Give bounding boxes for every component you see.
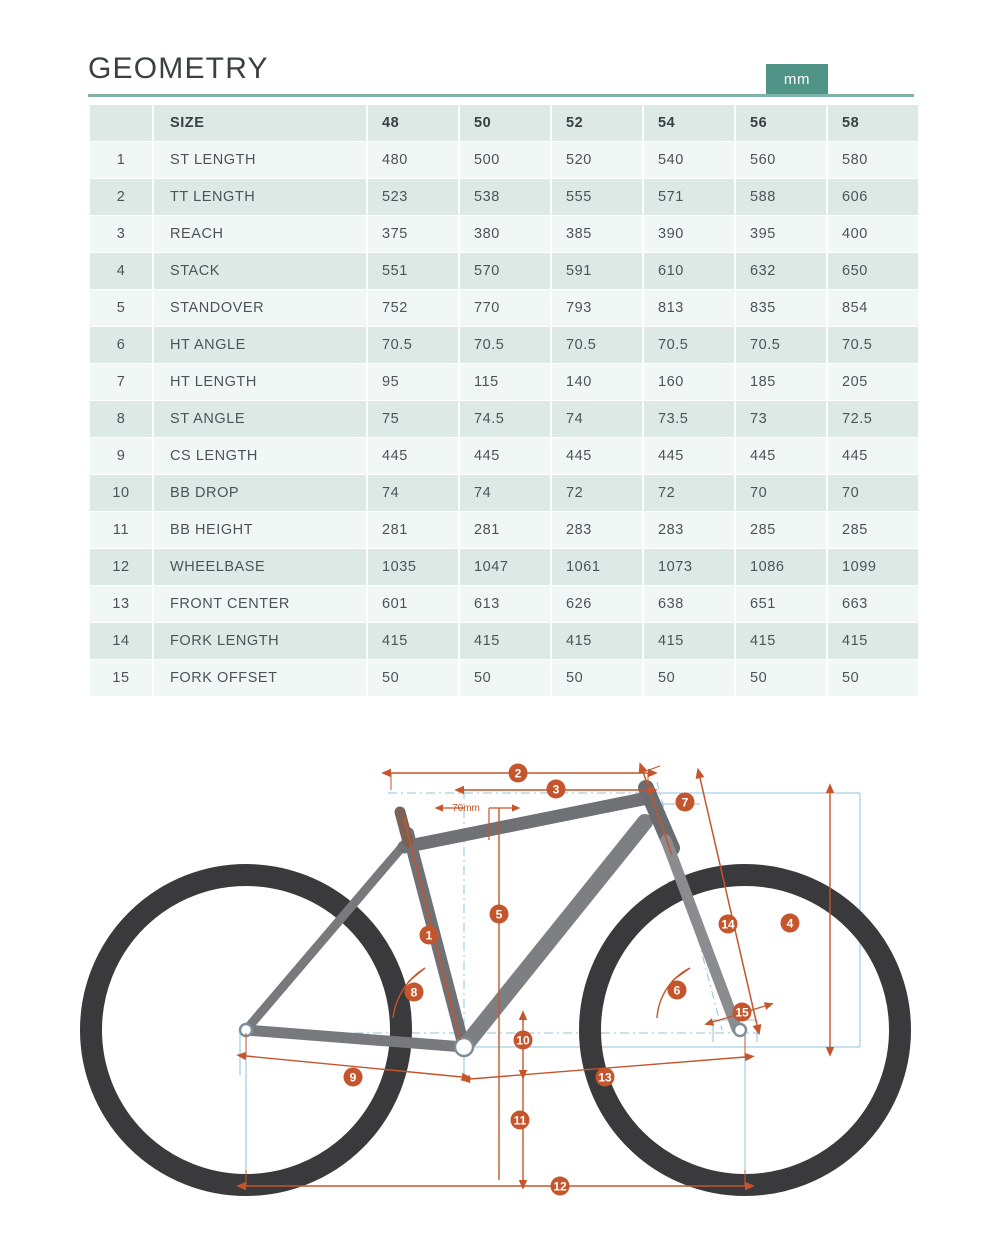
table-row — [90, 179, 918, 215]
row-value: 560 — [736, 142, 826, 178]
row-index: 8 — [90, 401, 152, 437]
page-title: GEOMETRY — [88, 52, 269, 85]
row-index: 11 — [90, 512, 152, 548]
callout-label: 9 — [349, 1070, 357, 1085]
callout-label: 15 — [735, 1005, 749, 1020]
row-value: 160 — [644, 364, 734, 400]
row-value: 73 — [736, 401, 826, 437]
row-value: 551 — [368, 253, 458, 289]
callout-badge-2 — [509, 764, 528, 783]
row-value: 445 — [828, 438, 918, 474]
callout-badge-7 — [676, 793, 695, 812]
row-value: 520 — [552, 142, 642, 178]
row-value: 571 — [644, 179, 734, 215]
callout-label: 10 — [516, 1033, 530, 1048]
callout-label: 14 — [721, 917, 735, 932]
row-index: 7 — [90, 364, 152, 400]
row-value: 610 — [644, 253, 734, 289]
row-value: 1073 — [644, 549, 734, 585]
row-value: 380 — [460, 216, 550, 252]
row-value: 72 — [552, 475, 642, 511]
row-value: 415 — [552, 623, 642, 659]
row-label: BB DROP — [154, 475, 366, 511]
row-value: 70.5 — [460, 327, 550, 363]
row-value: 538 — [460, 179, 550, 215]
row-value: 570 — [460, 253, 550, 289]
title-divider — [88, 94, 914, 97]
row-value: 613 — [460, 586, 550, 622]
row-label: BB HEIGHT — [154, 512, 366, 548]
row-value: 281 — [368, 512, 458, 548]
row-value: 185 — [736, 364, 826, 400]
callout-badge-4 — [781, 914, 800, 933]
table-row — [90, 401, 918, 437]
row-value: 70.5 — [736, 327, 826, 363]
row-value: 1086 — [736, 549, 826, 585]
callout-label: 5 — [495, 907, 503, 922]
row-value: 523 — [368, 179, 458, 215]
table-row — [90, 549, 918, 585]
row-value: 285 — [828, 512, 918, 548]
row-value: 606 — [828, 179, 918, 215]
row-value: 638 — [644, 586, 734, 622]
row-value: 813 — [644, 290, 734, 326]
row-value: 95 — [368, 364, 458, 400]
bike-geometry-diagram — [0, 730, 1000, 1250]
page-header — [0, 0, 1000, 100]
table-header-row — [90, 105, 918, 141]
row-value: 390 — [644, 216, 734, 252]
row-value: 500 — [460, 142, 550, 178]
row-value: 651 — [736, 586, 826, 622]
row-value: 1099 — [828, 549, 918, 585]
callout-badge-11 — [511, 1111, 530, 1130]
row-value: 72 — [644, 475, 734, 511]
table-row — [90, 660, 918, 696]
row-index: 3 — [90, 216, 152, 252]
row-value: 415 — [828, 623, 918, 659]
row-index: 14 — [90, 623, 152, 659]
row-value: 632 — [736, 253, 826, 289]
row-value: 70 — [736, 475, 826, 511]
row-label: WHEELBASE — [154, 549, 366, 585]
callout-badge-13 — [596, 1068, 615, 1087]
table-row — [90, 475, 918, 511]
row-value: 385 — [552, 216, 642, 252]
row-value: 752 — [368, 290, 458, 326]
table-row — [90, 512, 918, 548]
row-label: HT LENGTH — [154, 364, 366, 400]
row-value: 75 — [368, 401, 458, 437]
row-value: 1061 — [552, 549, 642, 585]
row-value: 770 — [460, 290, 550, 326]
row-value: 580 — [828, 142, 918, 178]
unit-badge: mm — [766, 64, 828, 94]
row-value: 74 — [552, 401, 642, 437]
row-value: 74.5 — [460, 401, 550, 437]
row-label: ST LENGTH — [154, 142, 366, 178]
row-value: 835 — [736, 290, 826, 326]
callout-label: 4 — [786, 916, 794, 931]
callout-label: 6 — [673, 983, 681, 998]
row-value: 445 — [368, 438, 458, 474]
row-index: 2 — [90, 179, 152, 215]
row-value: 72.5 — [828, 401, 918, 437]
row-value: 1035 — [368, 549, 458, 585]
row-value: 281 — [460, 512, 550, 548]
table-row — [90, 290, 918, 326]
callout-badge-6 — [668, 981, 687, 1000]
row-value: 70 — [828, 475, 918, 511]
row-value: 283 — [644, 512, 734, 548]
header-spacer-cell — [90, 105, 152, 141]
bottom-bracket — [455, 1038, 473, 1056]
row-value: 415 — [460, 623, 550, 659]
row-value: 415 — [644, 623, 734, 659]
row-value: 74 — [368, 475, 458, 511]
row-label: CS LENGTH — [154, 438, 366, 474]
geometry-table — [88, 104, 920, 697]
row-label: FRONT CENTER — [154, 586, 366, 622]
row-value: 415 — [368, 623, 458, 659]
table-row — [90, 438, 918, 474]
row-value: 445 — [552, 438, 642, 474]
row-value: 601 — [368, 586, 458, 622]
row-value: 445 — [644, 438, 734, 474]
header-size-48: 48 — [368, 105, 458, 141]
row-value: 50 — [644, 660, 734, 696]
row-label: HT ANGLE — [154, 327, 366, 363]
front-hub — [734, 1024, 746, 1036]
table-row — [90, 253, 918, 289]
row-value: 115 — [460, 364, 550, 400]
row-value: 588 — [736, 179, 826, 215]
row-index: 13 — [90, 586, 152, 622]
callout-badge-12 — [551, 1177, 570, 1196]
row-value: 400 — [828, 216, 918, 252]
table-row — [90, 327, 918, 363]
row-value: 445 — [460, 438, 550, 474]
row-value: 50 — [828, 660, 918, 696]
row-label: FORK OFFSET — [154, 660, 366, 696]
row-value: 70.5 — [368, 327, 458, 363]
row-label: REACH — [154, 216, 366, 252]
row-value: 415 — [736, 623, 826, 659]
row-value: 445 — [736, 438, 826, 474]
callout-label: 13 — [598, 1070, 612, 1085]
row-index: 9 — [90, 438, 152, 474]
row-value: 140 — [552, 364, 642, 400]
row-value: 283 — [552, 512, 642, 548]
callout-label: 8 — [410, 985, 418, 1000]
callout-badge-10 — [514, 1031, 533, 1050]
row-value: 73.5 — [644, 401, 734, 437]
row-value: 285 — [736, 512, 826, 548]
header-size-56: 56 — [736, 105, 826, 141]
callout-label: 11 — [513, 1113, 527, 1128]
row-value: 50 — [552, 660, 642, 696]
row-value: 1047 — [460, 549, 550, 585]
row-value: 70.5 — [644, 327, 734, 363]
table-row — [90, 364, 918, 400]
header-size-58: 58 — [828, 105, 918, 141]
callout-badge-15 — [733, 1003, 752, 1022]
row-label: ST ANGLE — [154, 401, 366, 437]
row-value: 70.5 — [828, 327, 918, 363]
callout-badge-9 — [344, 1068, 363, 1087]
row-value: 626 — [552, 586, 642, 622]
row-value: 650 — [828, 253, 918, 289]
row-value: 50 — [368, 660, 458, 696]
callout-badge-8 — [405, 983, 424, 1002]
callout-badge-14 — [719, 915, 738, 934]
row-index: 5 — [90, 290, 152, 326]
row-label: FORK LENGTH — [154, 623, 366, 659]
row-label: STACK — [154, 253, 366, 289]
row-value: 50 — [736, 660, 826, 696]
row-value: 854 — [828, 290, 918, 326]
row-value: 555 — [552, 179, 642, 215]
callout-label: 12 — [553, 1179, 567, 1194]
row-index: 1 — [90, 142, 152, 178]
callout-label: 3 — [552, 782, 560, 797]
row-label: STANDOVER — [154, 290, 366, 326]
stem-length-label: 70mm — [452, 803, 480, 814]
callout-label: 7 — [681, 795, 689, 810]
callout-badge-5 — [490, 905, 509, 924]
callout-badge-3 — [547, 780, 566, 799]
table-row — [90, 142, 918, 178]
callout-label: 1 — [425, 928, 433, 943]
row-index: 12 — [90, 549, 152, 585]
top-tube — [404, 798, 648, 847]
header-size-50: 50 — [460, 105, 550, 141]
row-value: 395 — [736, 216, 826, 252]
table-row — [90, 216, 918, 252]
row-index: 4 — [90, 253, 152, 289]
header-size-label: SIZE — [154, 105, 366, 141]
row-index: 15 — [90, 660, 152, 696]
row-value: 50 — [460, 660, 550, 696]
row-value: 793 — [552, 290, 642, 326]
table-row — [90, 586, 918, 622]
header-size-54: 54 — [644, 105, 734, 141]
row-value: 205 — [828, 364, 918, 400]
row-value: 70.5 — [552, 327, 642, 363]
row-value: 375 — [368, 216, 458, 252]
row-value: 480 — [368, 142, 458, 178]
construction-lines — [240, 782, 860, 1180]
row-index: 10 — [90, 475, 152, 511]
callout-badge-1 — [420, 926, 439, 945]
row-value: 540 — [644, 142, 734, 178]
row-label: TT LENGTH — [154, 179, 366, 215]
row-value: 663 — [828, 586, 918, 622]
callout-label: 2 — [514, 766, 522, 781]
row-value: 74 — [460, 475, 550, 511]
table-row — [90, 623, 918, 659]
row-value: 591 — [552, 253, 642, 289]
row-index: 6 — [90, 327, 152, 363]
header-size-52: 52 — [552, 105, 642, 141]
